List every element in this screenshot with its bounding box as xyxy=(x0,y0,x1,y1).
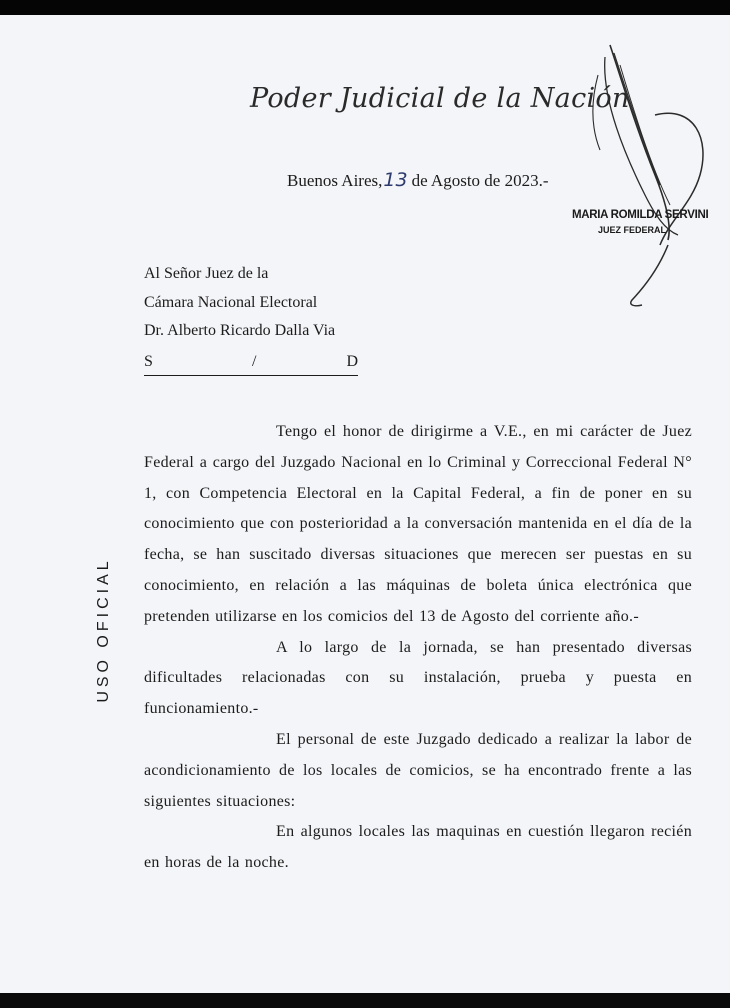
sd-left: S xyxy=(144,353,153,370)
date-prefix: Buenos Aires, xyxy=(287,171,383,190)
date-day-handwritten: 13 xyxy=(383,169,408,191)
letter-body xyxy=(144,417,692,879)
body-paragraph: Tengo el honor de dirigirme a V.E., en mi carácter de Juez Federal a cargo del Juzgado Nacional en lo Criminal y Correccional Federal N° 1, con Competencia Electoral en la Capital Federal, a fin de poner en su conocimiento que con posterioridad a la conversación mantenida en el día de la fecha, se han suscitado diversas situaciones que merecen ser puestas en su conocimiento, en relación a las máquinas de boleta única electrónica que pretenden utilizarse en los comicios del 13 de Agosto del corriente año.- xyxy=(144,423,692,625)
uso-oficial-stamp: USO OFICIAL xyxy=(95,557,112,703)
salutation-sd-line xyxy=(144,353,358,376)
body-paragraph: En algunos locales las maquinas en cuestión llegaron recién en horas de la noche. xyxy=(144,823,692,872)
bottom-frame xyxy=(0,993,730,1008)
recipient-block xyxy=(144,260,335,346)
signer-role: JUEZ FEDERAL xyxy=(598,225,667,235)
document-page xyxy=(0,15,730,993)
recipient-line: Cámara Nacional Electoral xyxy=(144,293,318,311)
letterhead-title: Poder Judicial de la Nación xyxy=(250,83,630,114)
recipient-line: Al Señor Juez de la xyxy=(144,265,269,282)
date-line xyxy=(287,169,549,191)
body-paragraph: El personal de este Juzgado dedicado a realizar la labor de acondicionamiento de los locales de comicios, se ha encontrado frente a las siguientes situaciones: xyxy=(144,730,692,810)
sd-right: D xyxy=(346,353,358,370)
sd-slash: / xyxy=(252,353,257,370)
handwritten-signature xyxy=(560,35,720,315)
body-paragraph: A lo largo de la jornada, se han presentado diversas dificultades relacionadas con su instalación, prueba y puesta en funcionamiento.- xyxy=(144,638,692,718)
date-suffix: de Agosto de 2023.- xyxy=(411,171,549,190)
signer-name: MARIA ROMILDA SERVINI xyxy=(572,209,709,221)
recipient-line: Dr. Alberto Ricardo Dalla Via xyxy=(144,322,336,339)
